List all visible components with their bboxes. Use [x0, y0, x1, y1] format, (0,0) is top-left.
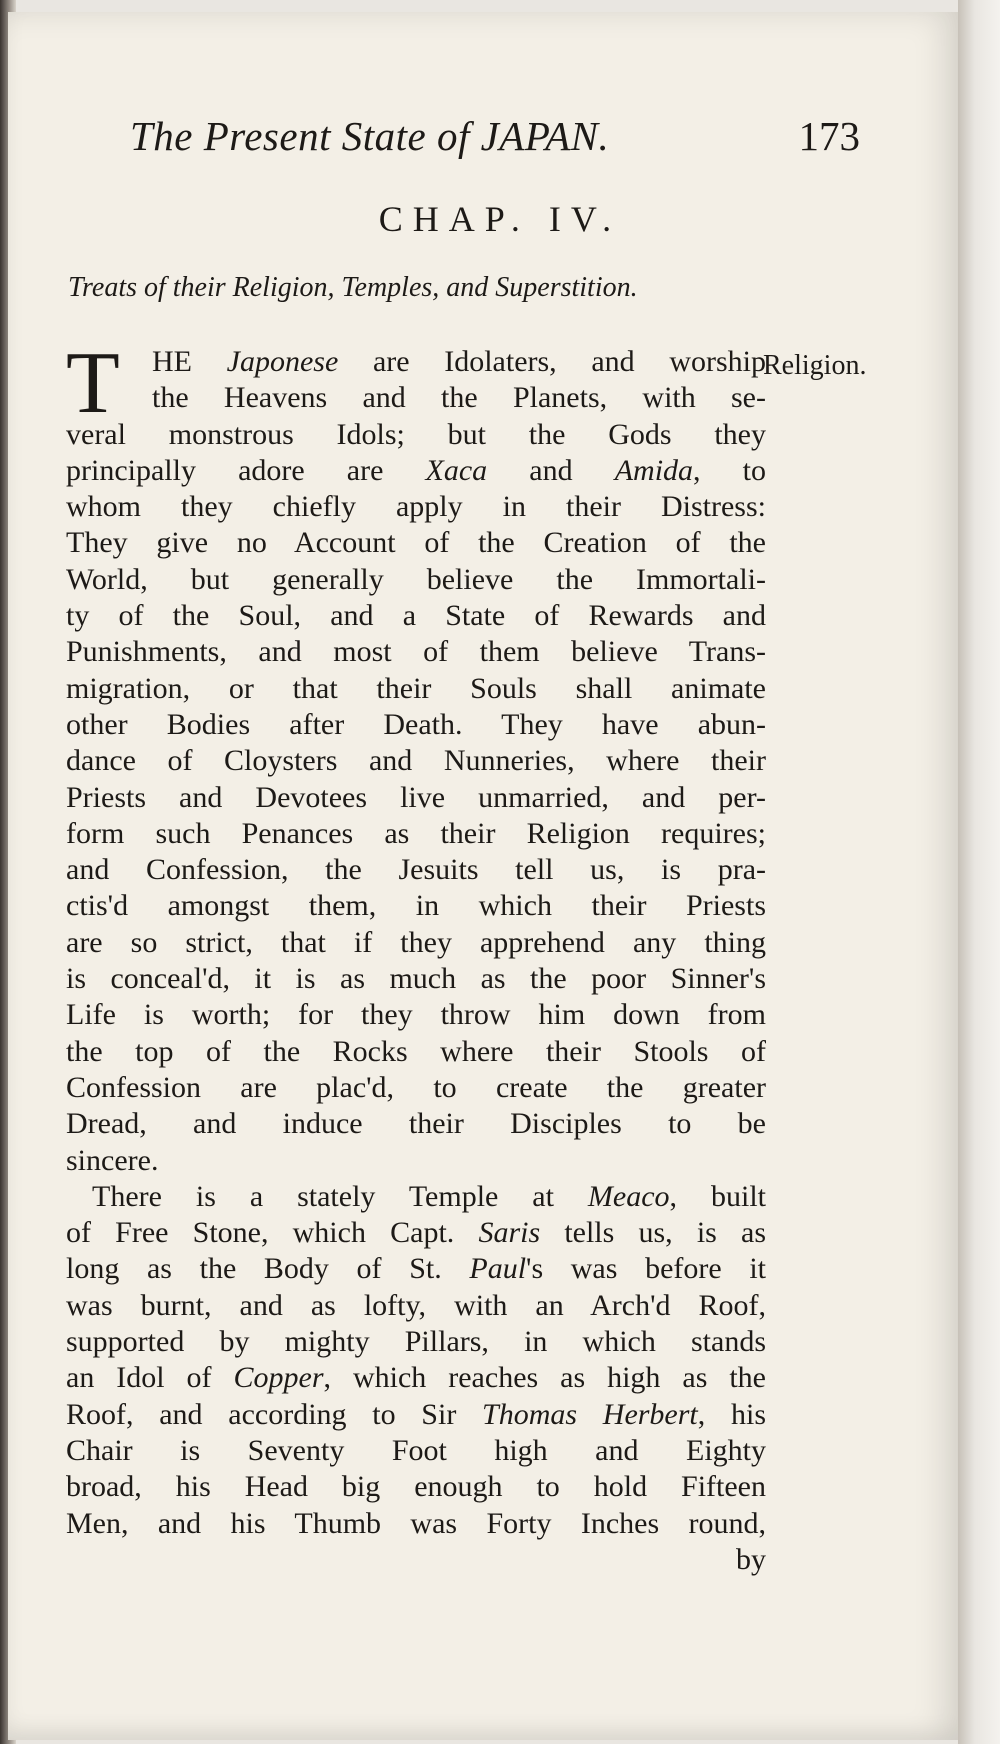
marginal-note: Religion. [763, 350, 867, 381]
italic-term: Paul [469, 1252, 527, 1286]
text-run: There is a stately Temple at [92, 1179, 588, 1213]
chapter-heading: CHAP. IV. [378, 199, 622, 239]
text-run: Men, and his Thumb was Forty Inches round, [66, 1506, 766, 1540]
text-line [66, 1106, 766, 1142]
italic-term: Saris [478, 1216, 541, 1250]
text-run: an Idol of [66, 1361, 234, 1395]
italic-term: Meaco [587, 1179, 670, 1213]
text-line [66, 562, 766, 598]
text-run: and Confession, the Jesuits tell us, is pra- [66, 853, 766, 887]
text-line [66, 707, 766, 743]
text-line [66, 997, 766, 1033]
text-run: Chair is Seventy Foot high and Eighty [66, 1433, 766, 1467]
text-run: They give no Account of the Creation of the [66, 526, 766, 560]
page-number: 173 [798, 113, 860, 159]
text-line [66, 961, 766, 997]
text-run: the Heavens and the Planets, with se- [152, 381, 766, 415]
text-run: Life is worth; for they throw him down from [66, 998, 766, 1032]
text-run: by [736, 1542, 766, 1576]
text-line [66, 1433, 766, 1469]
text-run: the top of the Rocks where their Stools of [66, 1034, 766, 1068]
text-line [66, 1251, 766, 1287]
text-line [66, 852, 766, 888]
text-line [66, 1397, 766, 1433]
drop-cap: T [66, 335, 120, 432]
text-line [66, 888, 766, 924]
text-line [66, 489, 766, 525]
body-text [66, 335, 767, 1578]
text-line [66, 1506, 766, 1542]
text-run: dance of Cloysters and Nunneries, where their [66, 744, 766, 778]
text-run: , to [693, 453, 766, 487]
text-line [66, 598, 766, 634]
text-line [66, 1469, 766, 1505]
text-line [66, 344, 766, 380]
text-run: World, but generally believe the Immortali- [66, 562, 766, 596]
text-run: Roof, and according to Sir [66, 1397, 483, 1431]
text-run: veral monstrous Idols; but the Gods they [66, 417, 766, 451]
text-run: HE [152, 345, 227, 378]
text-run: ctis'd amongst them, in which their Priests [66, 889, 766, 923]
text-run: of Free Stone, which Capt. [66, 1216, 479, 1250]
text-run: , his [697, 1397, 766, 1431]
text-line [66, 780, 766, 816]
running-title: The Present State of JAPAN. [130, 113, 610, 159]
text-run: and [487, 453, 615, 487]
text-run: migration, or that their Souls shall animate [66, 671, 766, 705]
text-run: Confession are plac'd, to create the greater [66, 1070, 766, 1104]
text-run: whom they chiefly apply in their Distress: [66, 490, 766, 524]
text-run: other Bodies after Death. They have abun- [66, 707, 766, 741]
text-run: Punishments, and most of them believe Trans- [66, 635, 766, 669]
italic-term: Amida [614, 453, 694, 487]
text-run: form such Penances as their Religion requires; [66, 816, 766, 850]
text-line [66, 1215, 766, 1251]
text-line [66, 1034, 766, 1070]
text-run: are Idolaters, and worship [338, 345, 766, 378]
page-fore-edge [958, 0, 1000, 1744]
text-line [66, 743, 766, 779]
italic-term: Copper [233, 1361, 324, 1395]
text-line [66, 1070, 766, 1106]
text-run: are so strict, that if they apprehend any thing [66, 925, 766, 959]
text-run: sincere. [66, 1143, 159, 1177]
italic-term: Xaca [425, 453, 488, 487]
text-run: principally adore are [66, 453, 426, 487]
text-line [66, 1360, 766, 1396]
text-line [66, 1143, 766, 1179]
text-line [66, 417, 766, 453]
page-header [130, 112, 860, 172]
text-run: 's was before it [526, 1252, 766, 1286]
text-line [66, 380, 766, 416]
text-run: is conceal'd, it is as much as the poor Sinner's [66, 962, 766, 996]
text-line [66, 1324, 766, 1360]
text-line [66, 925, 766, 961]
text-line [66, 1179, 766, 1215]
text-run: Dread, and induce their Disciples to be [66, 1107, 766, 1141]
text-run: long as the Body of St. [66, 1252, 470, 1286]
text-run: ty of the Soul, and a State of Rewards and [66, 599, 766, 633]
text-run: , which reaches as high as the [323, 1361, 766, 1395]
text-run: , built [669, 1179, 766, 1213]
italic-term: Thomas Herbert [482, 1397, 698, 1431]
text-run: supported by mighty Pillars, in which stands [66, 1325, 766, 1359]
text-line [66, 634, 766, 670]
italic-term: Japonese [226, 345, 339, 378]
text-line [66, 453, 766, 489]
text-line [66, 1288, 766, 1324]
text-run: was burnt, and as lofty, with an Arch'd Roof, [66, 1288, 766, 1322]
text-line [66, 816, 766, 852]
text-line [66, 671, 766, 707]
text-run: Priests and Devotees live unmarried, and per- [66, 780, 766, 814]
text-line [66, 525, 766, 561]
text-run: broad, his Head big enough to hold Fifteen [66, 1470, 766, 1504]
chapter-subtitle: Treats of their Religion, Temples, and Superstition. [68, 272, 638, 303]
text-run: tells us, is as [540, 1216, 767, 1250]
text-line [66, 1542, 766, 1578]
